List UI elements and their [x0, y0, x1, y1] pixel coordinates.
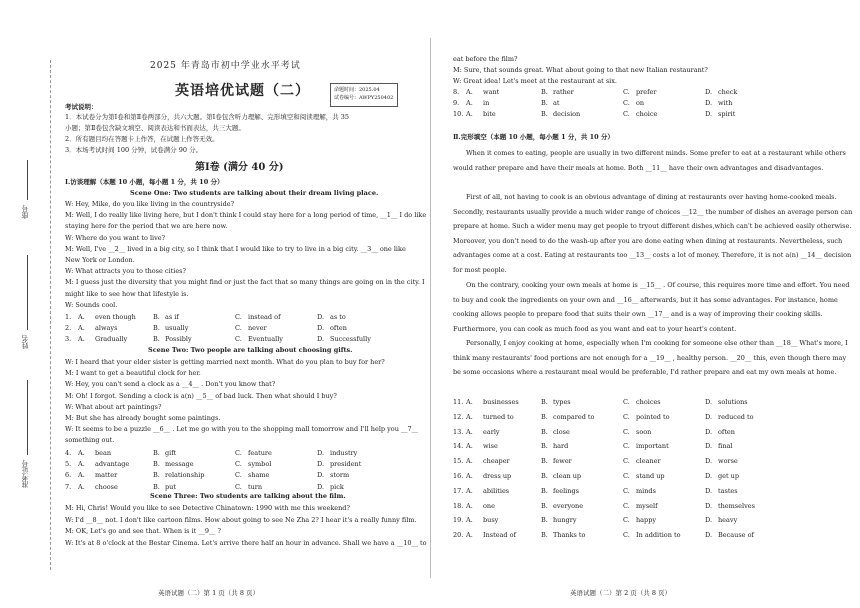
question-options-row — [65, 324, 405, 332]
option-text[interactable]: choice — [636, 110, 658, 119]
cloze-paragraph-1: When it comes to eating, people are usually in two different minds. Some prefer to eat at a restaurant while others would rather prepare and have their meals at home. Both __11__ have their own advantages and disadvantages. — [453, 149, 846, 172]
instruction-1: 1．本试卷分为第Ⅰ卷和第Ⅱ卷两部分，共六大题。第Ⅰ卷包含听力理解、完形填空和阅读理解，共 35 — [65, 113, 350, 121]
option-text[interactable]: early — [483, 427, 500, 436]
footer-right: 英语试题（二）第 2 页（共 8 页） — [570, 589, 672, 597]
option-letter[interactable]: B. — [541, 457, 548, 466]
option-text[interactable]: compared to — [553, 412, 595, 421]
option-letter[interactable]: C. — [623, 88, 630, 96]
option-text[interactable]: clean up — [553, 472, 582, 480]
option-text[interactable]: Possibly — [165, 335, 192, 344]
option-letter[interactable]: A. — [78, 313, 85, 321]
exam-stamp — [330, 83, 398, 107]
option-letter[interactable]: D. — [317, 471, 325, 480]
option-letter[interactable]: C. — [623, 427, 630, 436]
option-letter[interactable]: D. — [705, 427, 713, 436]
option-letter[interactable]: B. — [541, 501, 548, 510]
option-letter[interactable]: B. — [541, 88, 548, 96]
option-letter[interactable]: B. — [541, 531, 548, 540]
option-letter[interactable]: B. — [541, 99, 548, 108]
question-options-row — [65, 449, 405, 457]
page-title: 英语培优试题（二） — [175, 83, 310, 99]
question-number: 20. — [453, 531, 464, 540]
question-options-row — [65, 471, 405, 479]
option-letter[interactable]: B. — [541, 516, 548, 525]
option-text[interactable]: choices — [636, 398, 661, 406]
instruction-1b: 小题；第Ⅱ卷包含缺文填空、阅读表达和书面表达，共三大题。 — [65, 124, 245, 132]
option-text[interactable]: final — [718, 442, 733, 451]
option-letter[interactable]: D. — [705, 88, 713, 96]
option-letter[interactable]: C. — [623, 442, 630, 451]
cloze-paragraph-2: First of all, not having to cook is an obvious advantage of dining at restaurants over having home-cooked meals. Secondly, restaurants usually provide a much wider range of choices __12__ the number of dishes an average person can prepare at home. Such a wider menu may get people to tryout different dishes,which can't be achieved easily otherwise. Moreover, you don't need to do the wash-up after you are done eating when dining at restaurants. Nevertheless, such advantages come at a cost. Eating at restaurants too __13__ costs a lot of money. Therefore, it is not a(n) __14__ decision for most people. — [453, 193, 853, 274]
dialogue-line: M: Hi, Chris! Would you like to see Detective Chinatown: 1990 with me this weekend? — [65, 504, 350, 512]
option-text[interactable]: storm — [330, 471, 350, 480]
option-text[interactable]: Instead of — [483, 531, 516, 540]
option-letter[interactable]: C. — [623, 398, 630, 406]
option-text[interactable]: cleaner — [636, 457, 661, 466]
option-text[interactable]: message — [165, 460, 194, 469]
option-letter[interactable]: D. — [317, 313, 325, 321]
option-letter[interactable]: A. — [466, 99, 473, 108]
option-text[interactable]: Eventually — [248, 335, 283, 344]
question-number: 6. — [65, 471, 72, 480]
dialogue-line: M: I guess just the diversity that you might find or just the fact that so many things are going on in the city. I — [65, 278, 425, 287]
seat-field[interactable] — [27, 160, 28, 200]
option-letter[interactable]: A. — [466, 110, 473, 119]
question-options-row — [453, 487, 793, 495]
option-text[interactable]: feelings — [553, 486, 579, 495]
option-letter[interactable]: B. — [541, 472, 548, 480]
option-letter[interactable]: A. — [466, 88, 473, 96]
option-letter[interactable]: B. — [153, 324, 160, 333]
dialogue-line: W: Sounds cool. — [65, 300, 118, 309]
option-letter[interactable]: B. — [153, 335, 160, 344]
option-text[interactable]: Successfully — [330, 335, 371, 344]
option-letter[interactable]: B. — [541, 427, 548, 436]
option-letter[interactable]: A. — [466, 531, 473, 540]
instruction-3: 3．本场考试时间 100 分钟，试卷满分 90 分。 — [65, 146, 203, 154]
question-options-row — [453, 428, 793, 436]
question-number: 8. — [453, 88, 460, 96]
option-text[interactable]: types — [553, 398, 571, 406]
option-letter[interactable]: D. — [705, 457, 713, 466]
option-letter[interactable]: D. — [705, 501, 713, 510]
option-letter[interactable]: D. — [317, 482, 325, 491]
option-text[interactable]: even though — [95, 313, 136, 321]
question-options-row — [453, 472, 793, 480]
option-letter[interactable]: A. — [78, 482, 85, 491]
option-text[interactable]: at — [553, 99, 560, 108]
option-letter[interactable]: D. — [705, 472, 713, 480]
dialogue-line: might like to see how that lifestyle is. — [65, 289, 189, 298]
option-letter[interactable]: D. — [317, 335, 325, 344]
dialogue-line: M: Well, I've __2__ lived in a big city, so I think that I would like to try to live in a big city. __3__ one like — [65, 244, 406, 253]
option-text[interactable]: matter — [95, 471, 118, 480]
option-letter[interactable]: D. — [317, 324, 325, 333]
option-text[interactable]: Thanks to — [553, 531, 586, 540]
option-letter[interactable]: D. — [317, 449, 325, 457]
option-letter[interactable]: C. — [623, 110, 630, 119]
option-text[interactable]: spirit — [718, 110, 736, 119]
option-text[interactable]: often — [330, 324, 347, 333]
dialogue-line: M: But she has already bought some paintings. — [65, 414, 221, 422]
question-number: 9. — [453, 99, 460, 108]
option-letter[interactable]: B. — [541, 398, 548, 406]
exam-no-label: 准考证号 — [21, 460, 29, 488]
option-letter[interactable]: A. — [466, 398, 473, 406]
option-text[interactable]: industry — [330, 449, 358, 457]
option-text[interactable]: close — [553, 427, 570, 436]
option-text[interactable]: Because of — [718, 531, 754, 540]
option-letter[interactable]: A. — [466, 412, 473, 421]
dialogue-line: W: Hey, Mike, do you like living in the countryside? — [65, 200, 235, 208]
option-text[interactable]: abilities — [483, 486, 510, 495]
option-letter[interactable]: C. — [235, 460, 242, 469]
option-text[interactable]: one — [483, 501, 495, 510]
option-text[interactable]: turn — [248, 482, 263, 491]
option-text[interactable]: symbol — [248, 460, 272, 469]
option-text[interactable]: rather — [553, 88, 574, 96]
dialogue-line: eat before the film? — [453, 55, 518, 63]
question-number: 7. — [65, 482, 72, 491]
option-text[interactable]: as if — [165, 313, 179, 321]
dialogue-line: staying here for the period that we are here now. — [65, 222, 228, 231]
scene-2-title: Scene Two: Two people are talking about choosing gifts. — [148, 346, 353, 354]
dialogue-line: New York or London. — [65, 256, 135, 264]
option-text[interactable]: as to — [330, 313, 346, 321]
dialogue-line: W: I'd __8__ not. I don't like cartoon films. How about going to see Ne Zha 2? I hear it's a really funny film. — [65, 515, 417, 524]
option-letter[interactable]: A. — [466, 457, 473, 466]
question-number: 14. — [453, 442, 464, 451]
question-options-row — [453, 110, 793, 118]
exam-title: 2025 年青岛市初中学业水平考试 — [150, 61, 301, 71]
option-text[interactable]: pointed to — [636, 412, 670, 421]
option-letter[interactable]: A. — [466, 442, 473, 451]
option-text[interactable]: important — [636, 442, 669, 451]
stamp-time: 命题时间：2025.04 — [334, 87, 380, 93]
question-options-row — [65, 335, 405, 343]
dialogue-line: M: Well, I do really like living here, but I don't think I could stay here for a long period of time, __1__ I do like — [65, 211, 427, 220]
option-text[interactable]: dress up — [483, 472, 512, 480]
option-letter[interactable]: C. — [623, 501, 630, 510]
seat-label: 座号 — [21, 205, 29, 219]
question-options-row — [453, 442, 793, 450]
dialogue-line: W: It's at 8 o'clock at the Bestar Cinema. Let's arrive there half an hour in advance. Shall we have a __10__ to — [65, 538, 427, 547]
option-text[interactable]: solutions — [718, 398, 748, 406]
question-options-row — [453, 502, 793, 510]
option-letter[interactable]: C. — [235, 324, 242, 333]
dialogue-line: W: I heard that your elder sister is getting married next month. What do you plan to buy for her? — [65, 358, 385, 366]
option-letter[interactable]: C. — [235, 313, 242, 321]
name-field[interactable] — [27, 255, 28, 330]
option-text[interactable]: themselves — [718, 501, 755, 510]
question-options-row — [65, 460, 405, 468]
scene-1-title: Scene One: Two students are talking about their dream living place. — [130, 189, 379, 197]
question-options-row — [65, 313, 405, 321]
option-text[interactable]: happy — [636, 516, 657, 525]
option-letter[interactable]: B. — [541, 486, 548, 495]
option-letter[interactable]: A. — [466, 472, 473, 480]
option-text[interactable]: bite — [483, 110, 496, 119]
option-letter[interactable]: A. — [78, 324, 85, 333]
option-text[interactable]: gift — [165, 449, 177, 457]
option-letter[interactable]: B. — [541, 412, 548, 421]
option-letter[interactable]: B. — [153, 482, 160, 491]
option-letter[interactable]: D. — [705, 516, 713, 525]
option-letter[interactable]: B. — [541, 110, 548, 119]
option-letter[interactable]: A. — [466, 516, 473, 525]
question-options-row — [453, 457, 793, 465]
option-letter[interactable]: A. — [78, 460, 85, 469]
option-letter[interactable]: B. — [153, 460, 160, 469]
question-options-row — [453, 88, 793, 96]
option-text[interactable]: on — [636, 99, 645, 108]
option-letter[interactable]: C. — [623, 516, 630, 525]
question-number: 16. — [453, 472, 464, 480]
question-number: 12. — [453, 412, 464, 421]
question-number: 4. — [65, 449, 72, 457]
exam-no-field[interactable] — [27, 380, 28, 455]
dialogue-line: M: Oh! I forgot. Sending a clock is a(n) __5__ of bad luck. Then what should I buy? — [65, 391, 337, 400]
cloze-paragraph-3: On the contrary, cooking your own meals at home is __15__ . Of course, this requires more time and effort. You need to buy and cook the ingredients on your own and __16__ afterwards, but it has some advantages. For instance, home cooking allows people to prepare food that suits their own __17__ and is a way of improving their cooking skills. Furthermore, you can cook as much food as you want and eat to your heart's content. — [453, 281, 850, 333]
option-letter[interactable]: A. — [78, 449, 85, 457]
option-text[interactable]: hungry — [553, 516, 577, 525]
instruction-2: 2．所有题目均在答题卡上作答，在试题上作答无效。 — [65, 135, 219, 143]
option-text[interactable]: get up — [718, 472, 740, 480]
option-letter[interactable]: C. — [623, 457, 630, 466]
option-text[interactable]: Gradually — [95, 335, 128, 344]
option-text[interactable]: heavy — [718, 516, 738, 525]
dialogue-line: W: What attracts you to those cities? — [65, 267, 186, 276]
option-text[interactable]: in — [483, 99, 490, 108]
part-2-title: Ⅱ.完形填空（本题 10 小题，每小题 1 分，共 10 分） — [453, 133, 614, 141]
option-text[interactable]: relationship — [165, 471, 205, 480]
option-letter[interactable]: D. — [705, 99, 713, 108]
name-label: 姓名 — [21, 335, 29, 349]
option-text[interactable]: often — [718, 427, 735, 436]
option-letter[interactable]: D. — [705, 486, 713, 495]
option-text[interactable]: fewer — [553, 457, 572, 466]
option-letter[interactable]: B. — [153, 313, 160, 321]
question-number: 15. — [453, 457, 464, 466]
dialogue-line: W: Hey, you can't send a clock as a __4__ . Don't you know that? — [65, 380, 276, 389]
dialogue-line: W: It seems to be a puzzle __6__ . Let me go with you to the shopping mall tomorrow and I'll help you __7__ — [65, 425, 419, 434]
option-text[interactable]: bean — [95, 449, 112, 457]
scene-3-title: Scene Three: Two students are talking about the film. — [150, 492, 346, 500]
option-letter[interactable]: C. — [235, 449, 242, 457]
question-number: 1. — [65, 313, 72, 321]
option-letter[interactable]: A. — [466, 486, 473, 495]
option-letter[interactable]: D. — [705, 110, 713, 119]
option-letter[interactable]: C. — [235, 471, 242, 480]
option-text[interactable]: businesses — [483, 398, 519, 406]
option-text[interactable]: never — [248, 324, 267, 333]
option-letter[interactable]: B. — [153, 471, 160, 480]
dialogue-line: W: Great idea! Let's meet at the restaurant at six. — [453, 77, 617, 86]
question-options-row — [453, 413, 793, 421]
option-letter[interactable]: D. — [705, 442, 713, 451]
option-text[interactable]: cheaper — [483, 457, 510, 466]
option-letter[interactable]: A. — [466, 427, 473, 436]
stamp-number: 试卷编号：AWPY250402 — [334, 95, 394, 101]
option-letter[interactable]: C. — [623, 472, 630, 480]
option-text[interactable]: shame — [248, 471, 270, 480]
question-number: 19. — [453, 516, 464, 525]
question-number: 18. — [453, 501, 464, 510]
option-text[interactable]: check — [718, 88, 738, 96]
dialogue-line: M: Sure, that sounds great. What about going to that new Italian restaurant? — [453, 66, 708, 75]
option-text[interactable]: want — [483, 88, 500, 96]
option-text[interactable]: busy — [483, 516, 499, 525]
option-text[interactable]: stand up — [636, 472, 665, 480]
dialogue-line: W: Where do you want to live? — [65, 233, 166, 242]
option-text[interactable]: with — [718, 99, 733, 108]
option-text[interactable]: put — [165, 482, 176, 491]
option-letter[interactable]: B. — [153, 449, 160, 457]
option-text[interactable]: hard — [553, 442, 569, 451]
question-number: 17. — [453, 486, 464, 495]
option-letter[interactable]: D. — [705, 412, 713, 421]
dialogue-line: M: OK, Let's go and see that. When is it __9__ ? — [65, 527, 222, 536]
option-letter[interactable]: C. — [623, 99, 630, 108]
question-options-row — [65, 483, 405, 491]
option-text[interactable]: instead of — [248, 313, 281, 321]
dialogue-line: W: What about art paintings? — [65, 402, 162, 411]
question-number: 5. — [65, 460, 72, 469]
option-text[interactable]: reduced to — [718, 412, 754, 421]
option-text[interactable]: advantage — [95, 460, 130, 469]
dialogue-line: M: I want to get a beautiful clock for her. — [65, 369, 201, 378]
option-letter[interactable]: C. — [623, 531, 630, 540]
option-text[interactable]: feature — [248, 449, 272, 457]
cloze-paragraph-4: Personally, I enjoy cooking at home, especially when I'm cooking for someone else other than __18__ What's more, I think many restaurants' food portions are not enough for a __19__ , healthy person. __20__ this, even though there may be some occasions where a restaurant meal would be preferable, I'd rather prepare and eat my own meals at home. — [453, 339, 848, 377]
section-1-title: 第Ⅰ卷 (满分 40 分) — [195, 162, 284, 173]
option-text[interactable]: worse — [718, 457, 738, 466]
option-text[interactable]: always — [95, 324, 118, 333]
option-text[interactable]: tastes — [718, 486, 738, 495]
footer-left: 英语试题（二）第 1 页（共 8 页） — [158, 589, 260, 597]
option-letter[interactable]: D. — [705, 531, 713, 540]
option-text[interactable]: everyone — [553, 501, 584, 510]
option-letter[interactable]: D. — [317, 460, 325, 469]
option-text[interactable]: wise — [483, 442, 498, 451]
option-text[interactable]: In addition to — [636, 531, 681, 540]
option-text[interactable]: myself — [636, 501, 658, 510]
option-letter[interactable]: A. — [78, 471, 85, 480]
question-number: 13. — [453, 427, 464, 436]
option-text[interactable]: minds — [636, 486, 656, 495]
option-letter[interactable]: A. — [466, 501, 473, 510]
option-letter[interactable]: C. — [235, 335, 242, 344]
option-letter[interactable]: B. — [541, 442, 548, 451]
option-letter[interactable]: C. — [623, 486, 630, 495]
instructions-heading: 考试说明： — [65, 103, 98, 111]
question-options-row — [453, 531, 793, 539]
question-number: 2. — [65, 324, 72, 333]
dialogue-line: something out. — [65, 436, 115, 445]
question-options-row — [453, 516, 793, 524]
page-2 — [430, 0, 860, 608]
part-1-title: Ⅰ.访谈理解（本题 10 小题，每小题 1 分，共 10 分） — [65, 178, 224, 186]
option-text[interactable]: pick — [330, 482, 344, 491]
option-text[interactable]: soon — [636, 427, 652, 436]
option-text[interactable]: usually — [165, 324, 189, 333]
option-text[interactable]: turned to — [483, 412, 514, 421]
option-text[interactable]: decision — [553, 110, 581, 119]
option-letter[interactable]: C. — [623, 412, 630, 421]
option-text[interactable]: choose — [95, 482, 118, 491]
option-text[interactable]: prefer — [636, 88, 657, 96]
question-number: 11. — [453, 398, 464, 406]
option-letter[interactable]: D. — [705, 398, 713, 406]
option-letter[interactable]: C. — [235, 482, 242, 491]
binding-line — [50, 60, 51, 570]
question-number: 10. — [453, 110, 464, 119]
question-options-row — [453, 398, 793, 406]
question-options-row — [453, 99, 793, 107]
option-text[interactable]: president — [330, 460, 362, 469]
question-number: 3. — [65, 335, 72, 344]
option-letter[interactable]: A. — [78, 335, 85, 344]
